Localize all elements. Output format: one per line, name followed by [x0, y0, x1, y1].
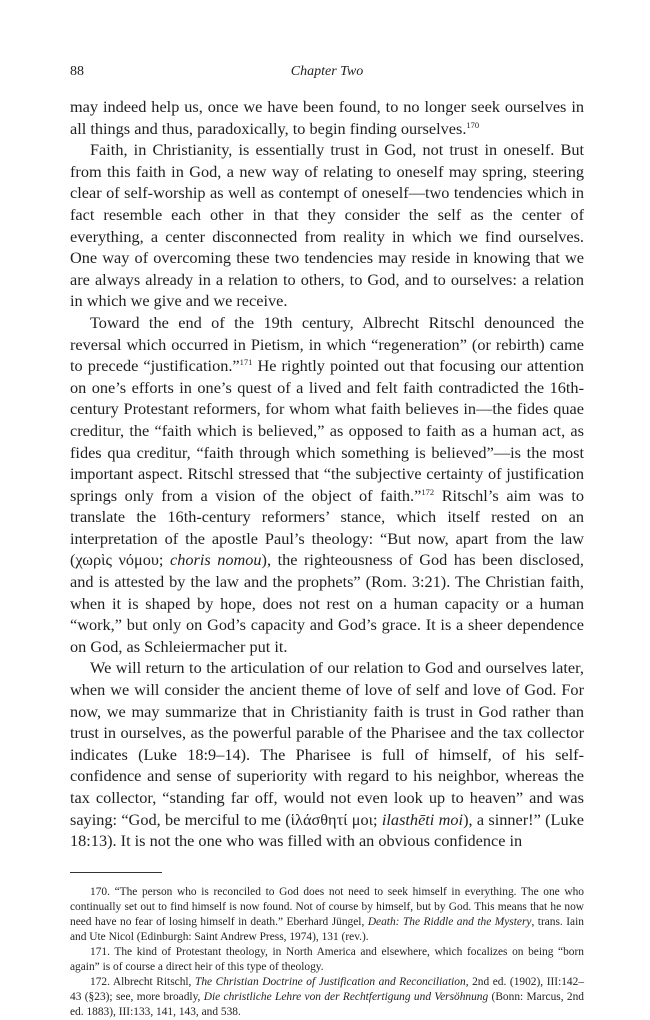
footnotes — [70, 885, 584, 1020]
footnote-ref-172[interactable]: 172 — [421, 486, 435, 497]
running-title: Chapter Two — [290, 64, 364, 79]
body-text — [70, 96, 584, 852]
paragraph-2: Faith, in Christianity, is essentially trust in God, not trust in oneself. But from this faith in God, a new way of relating to oneself may spring, steering clear of self-worship as well as contempt of oneself—two tendencies which in fact resemble each other in that they consider the self as the center of everything, a center disconnected from reality in which we find ourselves. One way of overcoming these two tendencies may reside in knowing that we are always already in a relation to others, to God, and to ourselves: a relation in which we give and we receive. — [70, 140, 584, 311]
paragraph-1: may indeed help us, once we have been found, to no longer seek ourselves in all things and thus, paradoxically, to begin finding ourselves.$^{170}$ — [70, 97, 584, 138]
page-number: 88 — [70, 64, 84, 79]
footnote-ref-170[interactable]: 170 — [466, 119, 480, 130]
footnote-divider — [70, 872, 162, 873]
paragraph-3: Toward the end of the 19th century, Albrecht Ritschl denounced the reversal which occurred in Pietism, in which “regeneration” (or rebirth) came to precede “justification.”$^{171}$ He rightly pointed out that focusing our attention on one’s efforts in one’s quest of a lived and felt faith contradicted the 16th-century Protestant reformers, for whom what faith believes in—the fides quae creditur, the “faith which is believed,” as opposed to faith as a human act, as fides qua creditur, “faith through which something is believed”—is the most important aspect. Ritschl stressed that “the subjective certainty of justification springs only from a vision of the object of faith.”$^{172}$ Ritschl’s aim was to translate the 16th-century reformers’ stance, which itself rested on an interpretation of the apostle Paul’s theology: “But now, apart from the law (χωρὶς νόμου; choris nomou), the righteousness of God has been disclosed, and is attested by the law and the prophets” (Rom. 3:21). The Christian faith, when it is shaped by hope, does not rest on a human capacity or a human “work,” but only on God’s capacity and God’s grace. It is a sheer dependence on God, as Schleiermacher put it. — [70, 312, 584, 656]
footnote-171: 171. The kind of Protestant theology, in North America and elsewhere, which focalizes on being “born again” is of course a direct heir of this type of theology. — [70, 945, 584, 973]
footnote-172: 172. Albrecht Ritschl, The Christian Doctrine of Justification and Reconciliation, 2nd ed. (1902), III:142–43 (§23); see, more broadly, Die christliche Lehre von der Rechtfertigung und Versöhnung (Bonn: Marcus, 2nd ed. 1883), III:133, 141, 143, and 538. — [70, 975, 585, 1018]
footnote-ref-171[interactable]: 171 — [239, 357, 253, 368]
book-page — [70, 64, 584, 1020]
footnote-170: 170. “The person who is reconciled to God does not need to seek himself in everything. The one who continually set out to find himself is now found. Not of course by himself, but by God. This means that he now need have no fear of losing himself in death.” Eberhard Jüngel, Death: The Riddle and the Mystery, trans. Iain and Ute Nicol (Edinburgh: Saint Andrew Press, 1974), 131 (rev.). — [70, 885, 584, 943]
page-header — [70, 64, 584, 88]
paragraph-4: We will return to the articulation of our relation to God and ourselves later, when we will consider the ancient theme of love of self and love of God. For now, we may summarize that in Christianity faith is trust in God rather than trust in ourselves, as the powerful parable of the Pharisee and the tax collector indicates (Luke 18:9–14). The Pharisee is full of himself, of his self-confidence and sense of superiority with regard to his neighbor, whereas the tax collector, “standing far off, would not even look up to heaven” and was saying: “God, be merciful to me (ἱλάσθητί μοι; ilasthēti moi), a sinner!” (Luke 18:13). It is not the one who was filled with an obvious confidence in — [70, 658, 584, 851]
